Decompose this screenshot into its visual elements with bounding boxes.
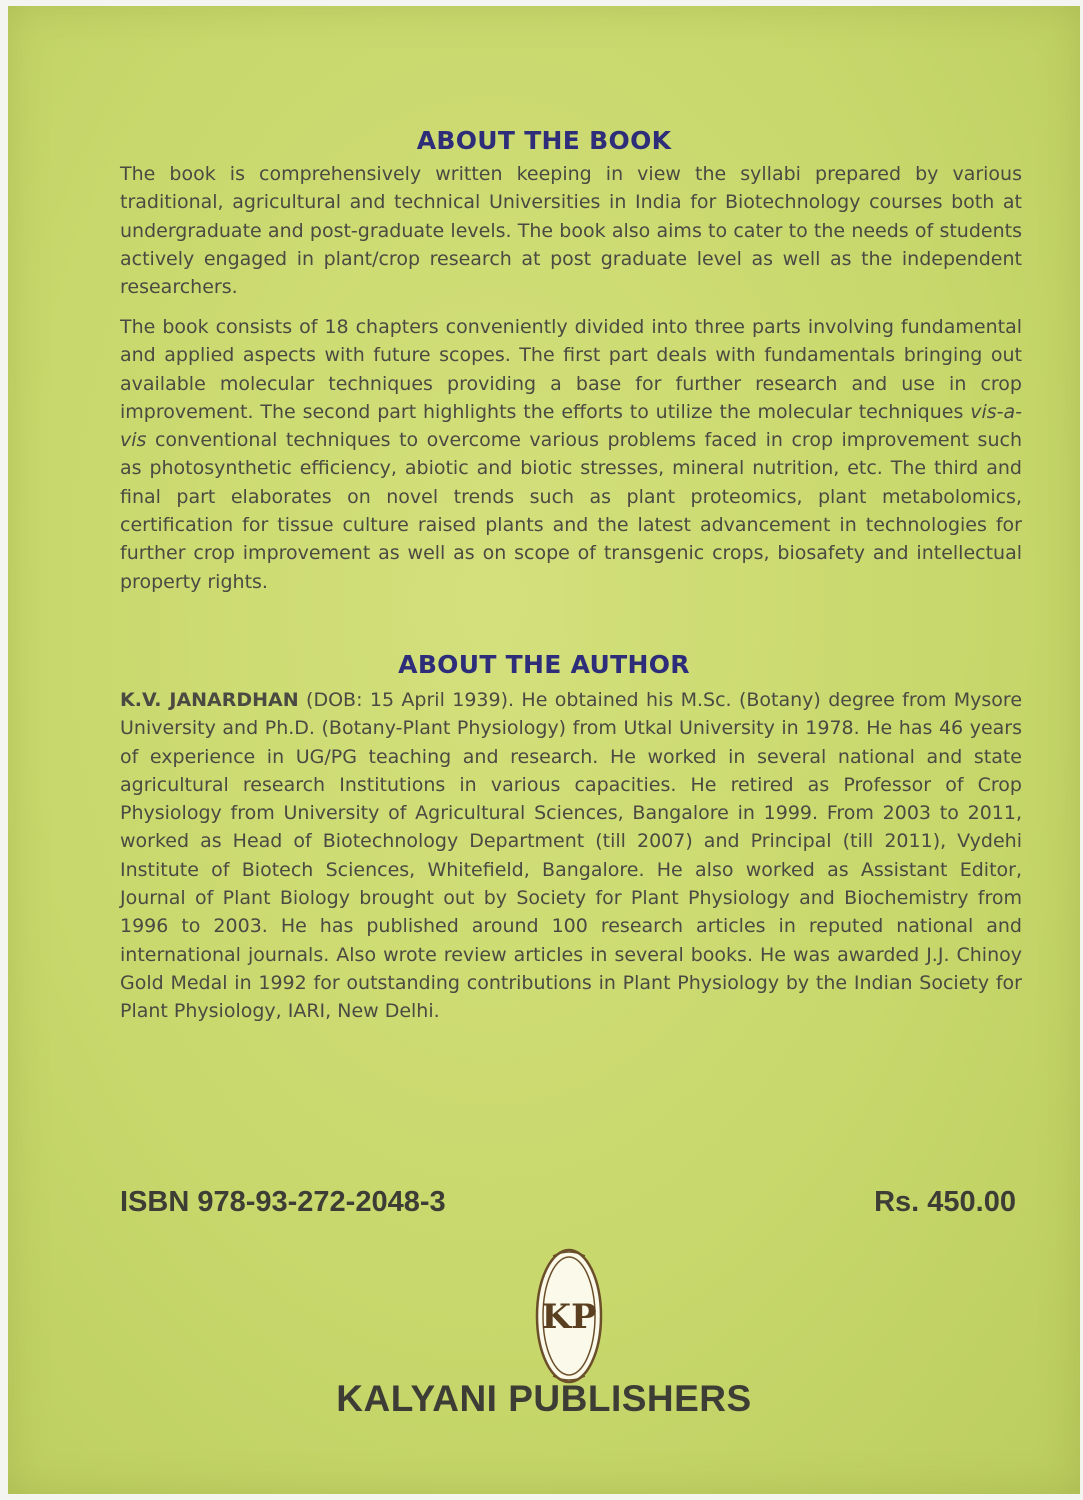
about-book-paragraph-2 — [120, 313, 1022, 596]
about-book-heading: ABOUT THE BOOK — [416, 126, 672, 155]
author-bio: (DOB: 15 April 1939). He obtained his M.Sc. (Botany) degree from Mysore University and Ph.D. (Botany-Plant Physiology) from Utkal University in 1978. He has 46 years of experience in UG/PG teaching and research. He worked in several national and state agricultural research Institutions in various capacities. He retired as Professor of Crop Physiology from University of Agricultural Sciences, Bangalore in 1999. From 2003 to 2011, worked as Head of Biotechnology Department (till 2007) and Principal (till 2011), Vydehi Institute of Biotech Sciences, Whitefield, Bangalore. He also worked as Assistant Editor, Journal of Plant Biology brought out by Society for Plant Physiology and Biochemistry from 1996 to 2003. He has published around 100 research articles in reputed national and international journals. Also wrote review articles in several books. He was awarded J.J. Chinoy Gold Medal in 1992 for outstanding contributions in Plant Physiology by the Indian Society for Plant Physiology, IARI, New Delhi. — [120, 689, 1023, 1023]
publisher-name: KALYANI PUBLISHERS — [336, 1378, 752, 1419]
about-book-paragraph-2-text-a: The book consists of 18 chapters conveniently divided into three parts involving fundamental and applied aspects with future scopes. The first part deals with fundamentals bringing out available molecular techniques providing a base for further research and use in crop improvement. The second part highlights the efforts to utilize the molecular techniques — [120, 316, 1022, 423]
book-back-cover — [8, 6, 1080, 1494]
price: Rs. 450.00 — [874, 1186, 1016, 1218]
about-book-paragraph-2-text-b: conventional techniques to overcome various problems faced in crop improvement such as photosynthetic efficiency, abiotic and biotic stresses, mineral nutrition, etc. The third and final part elaborates on novel trends such as plant proteomics, plant metabolomics, certification for tissue culture raised plants and the latest advancement in technologies for further crop improvement as well as on scope of transgenic crops, biosafety and intellectual property rights. — [120, 429, 1022, 593]
about-author-paragraph — [120, 686, 1022, 1026]
about-author-heading: ABOUT THE AUTHOR — [398, 650, 690, 679]
publisher-logo-icon — [535, 1246, 603, 1386]
about-book-paragraph-2-italic: vis-a-vis — [120, 400, 1022, 452]
author-name: K.V. JANARDHAN — [120, 689, 299, 711]
about-book-paragraph-1: The book is comprehensively written keeping in view the syllabi prepared by various traditional, agricultural and technical Universities in India for Biotechnology courses both at undergraduate and post-graduate levels. The book also aims to cater to the needs of students actively engaged in plant/crop research at post graduate level as well as the independent researchers. — [120, 163, 1022, 299]
isbn: ISBN 978-93-272-2048-3 — [120, 1186, 446, 1218]
logo-monogram: KP — [541, 1297, 597, 1337]
